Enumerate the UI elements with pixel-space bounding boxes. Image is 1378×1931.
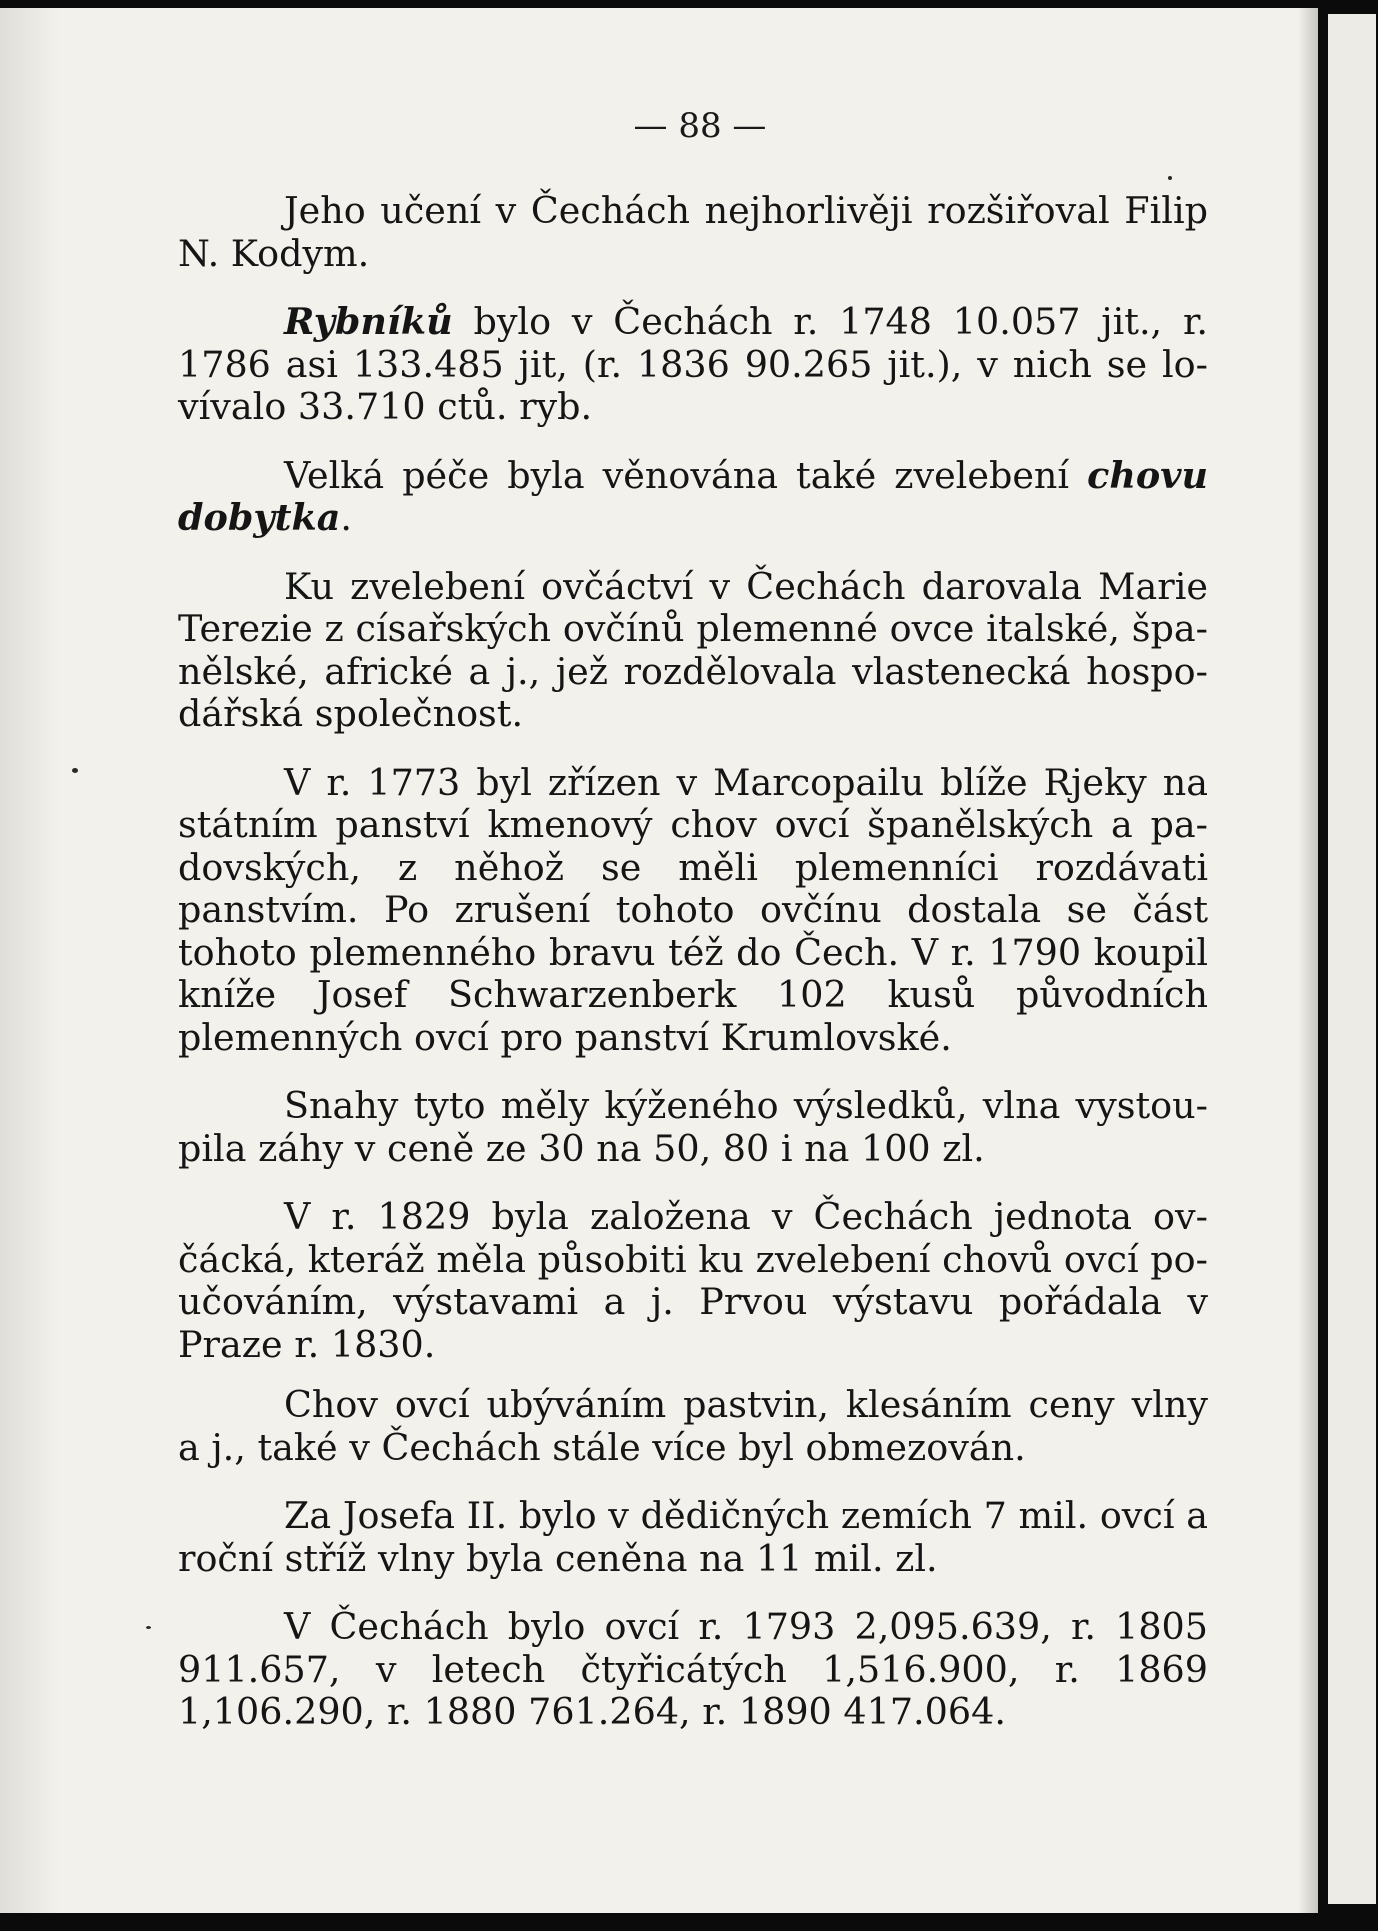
emphasis-term: Rybníků — [284, 300, 453, 343]
paragraph-text: bylo v Čechách r. 1748 10.057 jit., r. 1786 asi 133.485 jit, (r. 1836 90.265 jit.), v nich se lovívalo 33.710 ctů. ryb. — [178, 300, 1208, 428]
paragraph-tail: . — [340, 496, 353, 539]
emphasis-term: chovu dobytka — [178, 453, 1208, 539]
paragraph-text: V r. 1829 byla založena v Čechách jednota ovčácká, kteráž měla působiti ku zvelebení chovů ovcí poučováním, výstavami a j. Prvou výstavu pořádala v Praze r. 1830. — [178, 1195, 1208, 1366]
paragraph-marcopail — [178, 762, 1208, 1060]
paragraph-kodym — [178, 190, 1208, 275]
page-edge-shadow — [0, 8, 60, 1913]
book-page — [0, 8, 1318, 1913]
paragraph-text: Chov ovcí ubýváním pastvin, klesáním ceny vlny a j., také v Čechách stále více byl obmezován. — [178, 1383, 1208, 1469]
print-speck — [1168, 176, 1172, 180]
print-speck — [72, 768, 78, 773]
paragraph-text: Za Josefa II. bylo v dědičných zemích 7 mil. ovcí a roční stříž vlny byla ceněna na 11 mil. zl. — [178, 1494, 1208, 1580]
paragraph-rybniky — [178, 301, 1208, 429]
print-speck — [146, 1626, 151, 1629]
paragraph-chov-dobytka — [178, 455, 1208, 540]
paragraph-jednota — [178, 1196, 1208, 1366]
paragraph-text: V r. 1773 byl zřízen v Marcopailu blíže Rjeky na státním panství kmenový chov ovcí španělských a padovských, z něhož se měli plemenníci rozdávati panstvím. Po zrušení tohoto ovčínu dostala se část tohoto plemenného bravu též do Čech. V r. 1790 koupil kníže Josef Schwarzenberk 102 kusů původních plemenných ovcí pro panství Krumlovské. — [178, 760, 1208, 1059]
paragraph-text: Velká péče byla věnována také zvelebení — [284, 453, 1088, 497]
paragraph-josef — [178, 1495, 1208, 1580]
paragraph-text: Ku zvelebení ovčáctví v Čechách darovala Marie Terezie z císařských ovčínů plemenné ovce italské, španělské, africké a j., jež rozdělovala vlastenecká hospodářská společnost. — [178, 564, 1208, 735]
gutter-shadow — [1298, 8, 1318, 1913]
paragraph-statistika — [178, 1606, 1208, 1734]
paragraph-snahy — [178, 1085, 1208, 1170]
paragraph-text: Jeho učení v Čechách nejhorlivěji rozšiřoval Filip N. Kodym. — [178, 189, 1208, 275]
paragraph-ubyvani — [178, 1384, 1208, 1469]
paragraph-ovcactvi — [178, 566, 1208, 736]
paragraph-text: V Čechách bylo ovcí r. 1793 2,095.639, r. 1805 911.657, v letech čtyřicátých 1,516.900, r. 1869 1,106.290, r. 1880 761.264, r. 1890 417.064. — [178, 1605, 1208, 1733]
body-text — [178, 190, 1208, 1760]
adjacent-page-edge — [1322, 14, 1376, 1904]
page-number: — 88 — — [633, 106, 767, 146]
paragraph-text: Snahy tyto měly kýženého výsledků, vlna vystoupila záhy v ceně ze 30 na 50, 80 i na 100 zl. — [178, 1084, 1208, 1170]
